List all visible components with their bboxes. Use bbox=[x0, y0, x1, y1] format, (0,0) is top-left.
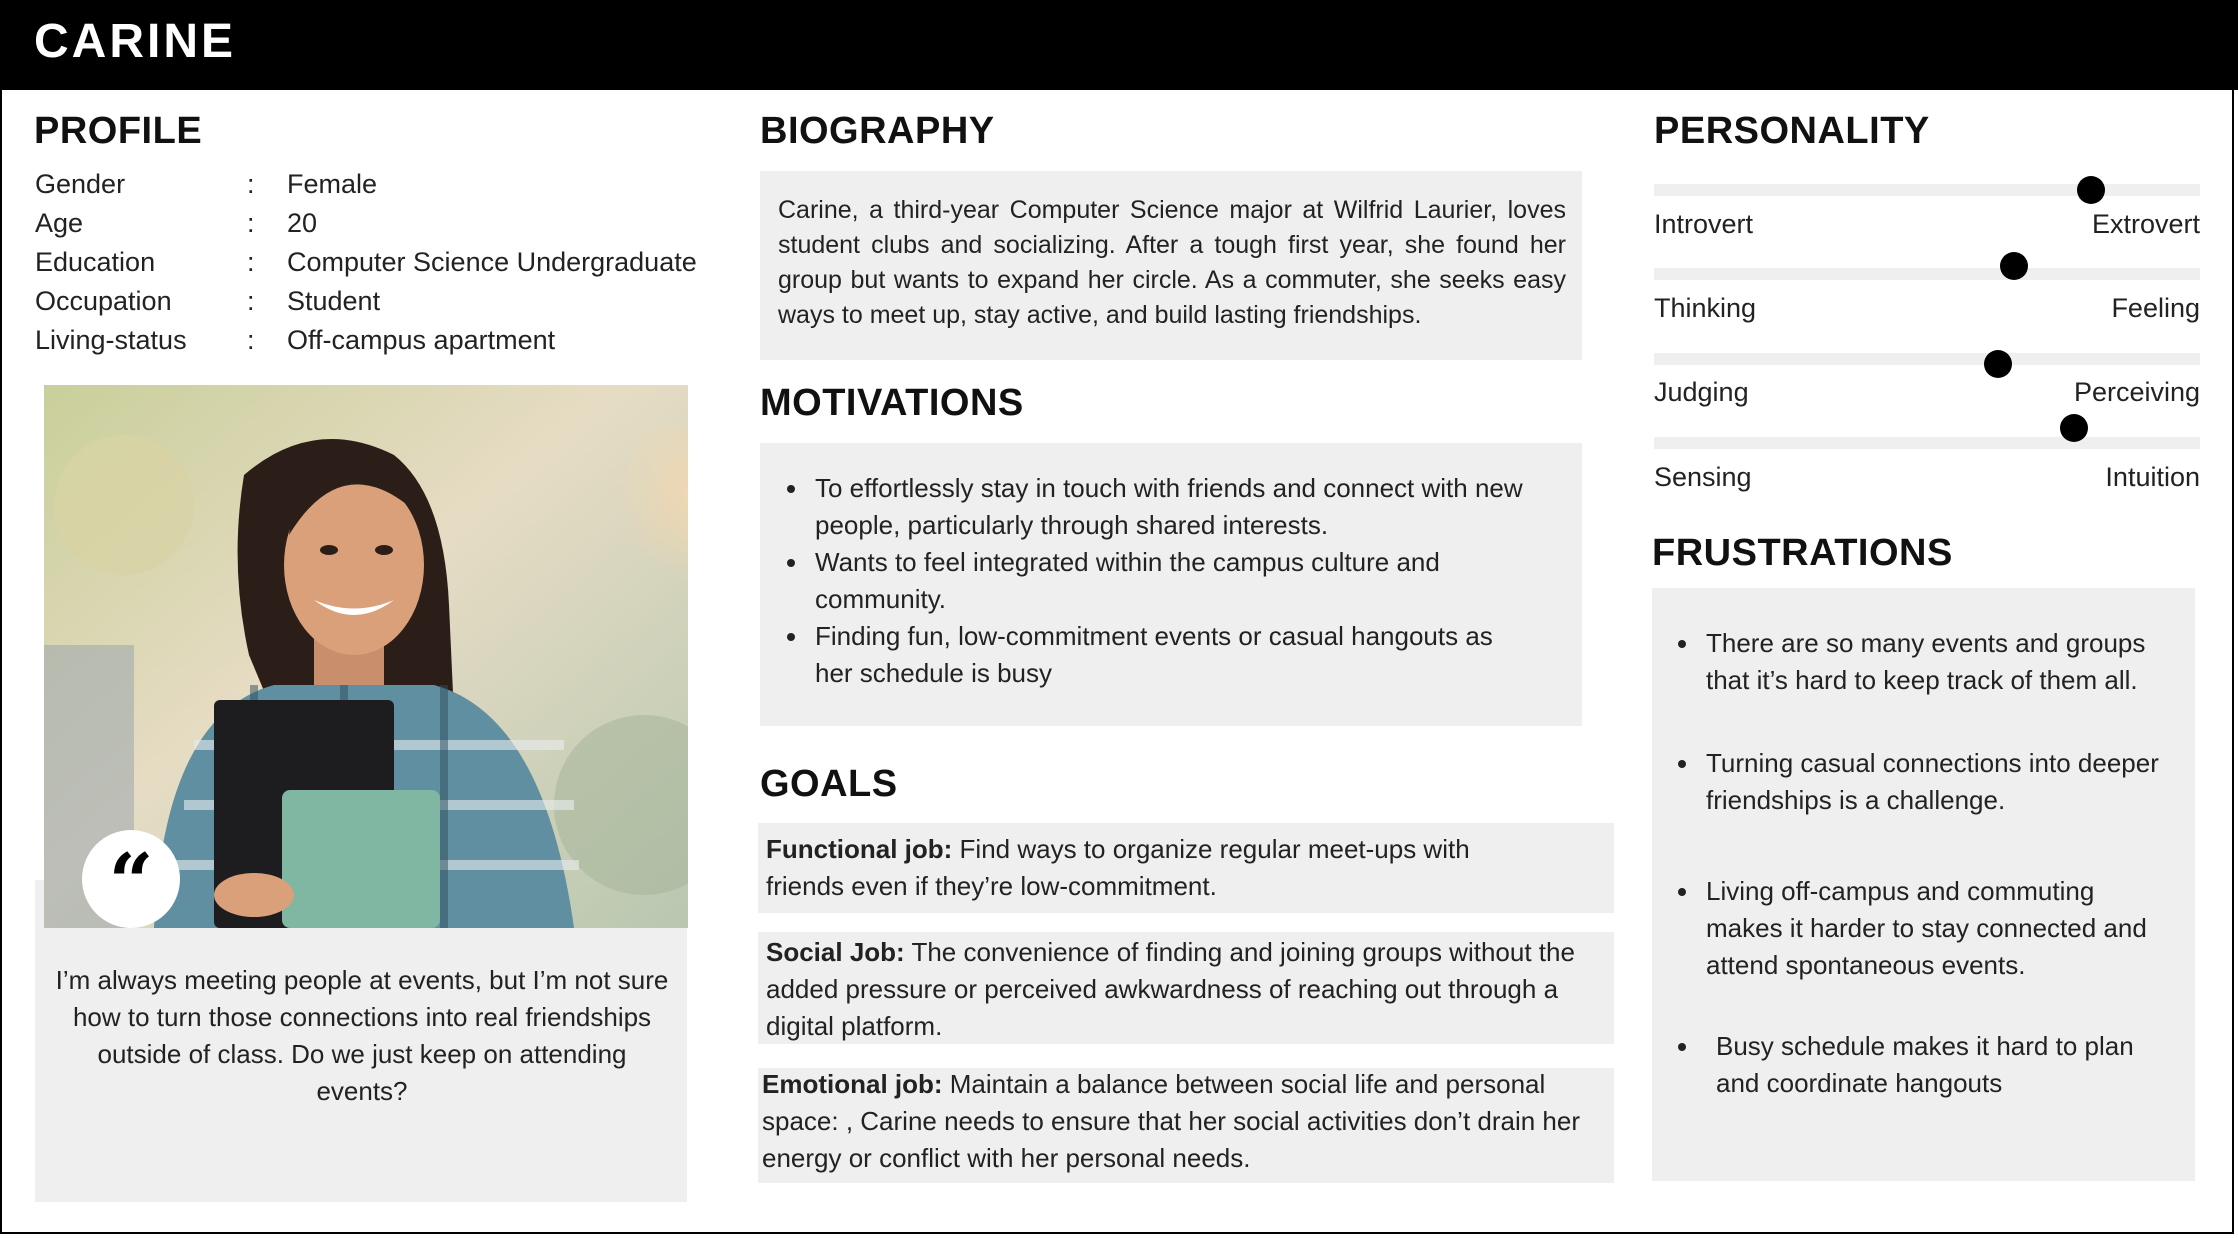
profile-value: Student bbox=[287, 286, 381, 316]
frustrations-heading: FRUSTRATIONS bbox=[1652, 532, 1953, 574]
scale-track bbox=[1654, 437, 2200, 449]
scale-right-label: Feeling bbox=[2111, 293, 2200, 323]
goal-label: Emotional job: bbox=[762, 1069, 943, 1099]
scale-left-label: Sensing bbox=[1654, 462, 1752, 492]
quote-glyph: “ bbox=[108, 837, 154, 928]
profile-label: Occupation bbox=[35, 286, 172, 316]
profile-value: Off-campus apartment bbox=[287, 325, 556, 355]
list-item: Living off-campus and commuting makes it harder to stay connected and attend spontaneous events. bbox=[1670, 873, 2156, 984]
goal-text: The convenience of finding and joining groups without the added pressure or perceived awkwardness of reaching out through a digital platform. bbox=[766, 937, 1575, 1041]
profile-value: 20 bbox=[287, 208, 318, 238]
scale-knob bbox=[2077, 176, 2105, 204]
header-bar bbox=[0, 0, 2238, 90]
goal-label: Functional job: bbox=[766, 834, 953, 864]
profile-label: Living-status bbox=[35, 325, 187, 355]
list-item: There are so many events and groups that it’s hard to keep track of them all. bbox=[1670, 625, 2160, 699]
profile-heading: PROFILE bbox=[34, 110, 203, 152]
profile-separator: : bbox=[247, 208, 255, 238]
list-item: To effortlessly stay in touch with friends and connect with new people, particularly through shared interests. bbox=[779, 470, 1569, 544]
goal-label: Social Job: bbox=[766, 937, 905, 967]
frustrations-list bbox=[1670, 625, 2160, 1102]
motivations-list bbox=[779, 470, 1569, 692]
profile-value: Computer Science Undergraduate bbox=[287, 247, 697, 277]
goal-social bbox=[766, 934, 1606, 1045]
list-item: Finding fun, low-commitment events or casual hangouts as her schedule is busy bbox=[779, 618, 1535, 692]
persona-name: CARINE bbox=[34, 15, 237, 68]
personality-heading: PERSONALITY bbox=[1654, 110, 1930, 152]
scale-track bbox=[1654, 268, 2200, 280]
profile-separator: : bbox=[247, 247, 255, 277]
scale-right-label: Intuition bbox=[2105, 462, 2200, 492]
profile-label: Gender bbox=[35, 169, 126, 199]
scale-track bbox=[1654, 184, 2200, 196]
persona-quote: I’m always meeting people at events, but I’m not sure how to turn those connections into real friendships outside of class. Do we just keep on attending events? bbox=[55, 965, 669, 1106]
profile-separator: : bbox=[247, 286, 255, 316]
biography-text: Carine, a third-year Computer Science major at Wilfrid Laurier, loves student clubs and socializing. After a tough first year, she found her group but wants to expand her circle. As a commuter, she seeks easy ways to meet up, stay active, and build lasting friendships. bbox=[778, 196, 1566, 329]
list-item: Wants to feel integrated within the campus culture and community. bbox=[779, 544, 1505, 618]
scale-left-label: Introvert bbox=[1654, 209, 1754, 239]
goals-heading: GOALS bbox=[760, 763, 898, 805]
scale-right-label: Extrovert bbox=[2091, 209, 2200, 239]
goal-text: Find ways to organize regular meet-ups with friends even if they’re low-commitment. bbox=[766, 834, 1470, 901]
list-item: Busy schedule makes it hard to plan and coordinate hangouts bbox=[1670, 1028, 2156, 1102]
scale-left-label: Judging bbox=[1654, 377, 1749, 407]
scale-left-label: Thinking bbox=[1654, 293, 1757, 323]
goal-emotional bbox=[762, 1066, 1610, 1177]
goal-functional bbox=[766, 831, 1526, 905]
profile-value: Female bbox=[287, 169, 378, 199]
profile-separator: : bbox=[247, 325, 255, 355]
list-item: Turning casual connections into deeper friendships is a challenge. bbox=[1670, 745, 2160, 819]
profile-separator: : bbox=[247, 169, 255, 199]
quote-mark-icon bbox=[82, 830, 180, 928]
biography-heading: BIOGRAPHY bbox=[760, 110, 995, 152]
profile-label: Age bbox=[35, 208, 84, 238]
scale-knob bbox=[1984, 350, 2012, 378]
scale-right-label: Perceiving bbox=[2073, 377, 2200, 407]
goal-text: Maintain a balance between social life and personal space: , Carine needs to ensure that her social activities don’t drain her energy or conflict with her personal needs. bbox=[762, 1069, 1581, 1173]
motivations-heading: MOTIVATIONS bbox=[760, 382, 1024, 424]
scale-track bbox=[1654, 353, 2200, 365]
profile-label: Education bbox=[35, 247, 156, 277]
